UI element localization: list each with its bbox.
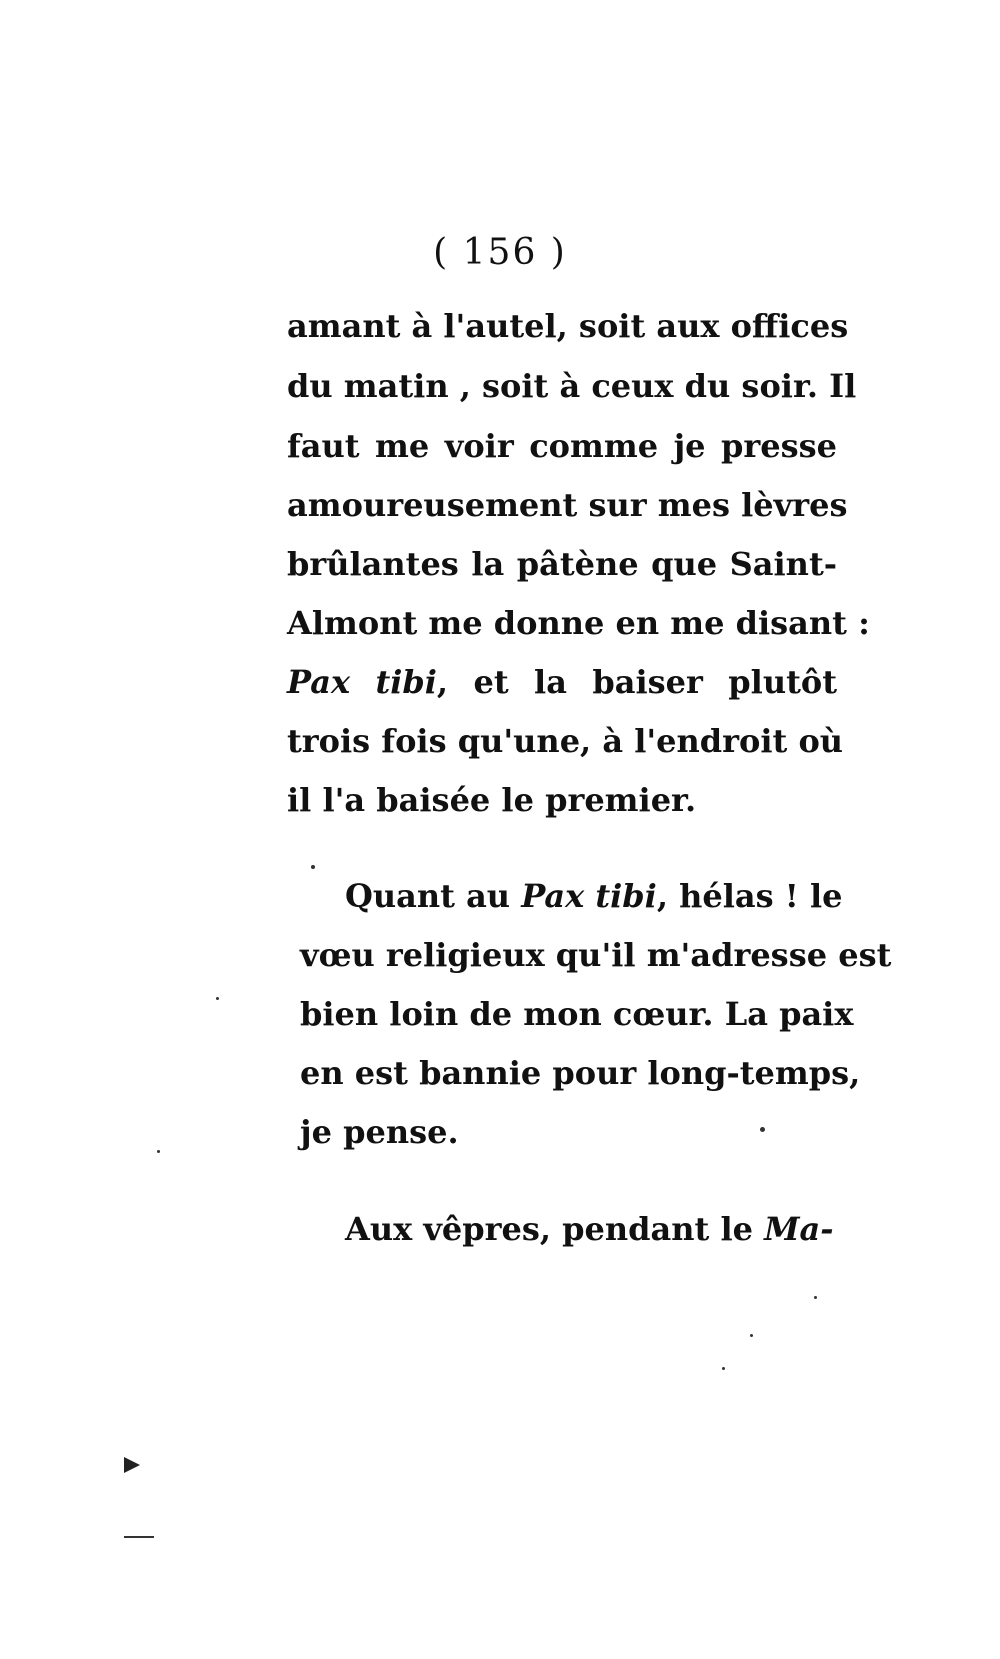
text-line: du matin , soit à ceux du soir. Il — [287, 367, 857, 405]
text-line — [287, 662, 837, 702]
text-line: en est bannie pour long-temps, — [300, 1054, 861, 1092]
text-line: il l'a baisée le premier. — [287, 781, 697, 819]
text-line: Almont me donne en me disant : — [287, 604, 870, 642]
scan-speck — [311, 865, 315, 869]
text-line: faut me voir comme je presse — [287, 427, 837, 465]
text-run: Quant au — [345, 877, 522, 915]
scan-speck — [750, 1334, 753, 1337]
text-run: , et la baiser plutôt — [436, 663, 838, 701]
scan-speck — [216, 997, 219, 1000]
latin-phrase: Pax tibi — [521, 877, 657, 915]
scan-speck — [760, 1127, 765, 1132]
text-run-italic: Ma- — [764, 1210, 834, 1248]
text-line: bien loin de mon cœur. La paix — [300, 995, 854, 1033]
text-line: brûlantes la pâtène que Saint- — [287, 545, 837, 583]
page-number: ( 156 ) — [433, 232, 567, 273]
text-line: vœu religieux qu'il m'adresse est — [300, 936, 892, 974]
text-line: amoureusement sur mes lèvres — [287, 486, 848, 524]
text-run: , hélas ! le — [656, 877, 843, 915]
scan-speck — [814, 1296, 817, 1299]
text-line — [345, 876, 843, 916]
text-line: amant à l'autel, soit aux offices — [287, 307, 849, 345]
text-run: Aux vêpres, pendant le — [345, 1210, 765, 1248]
text-line: trois fois qu'une, à l'endroit où — [287, 722, 844, 760]
text-line — [345, 1209, 834, 1249]
latin-phrase: Pax tibi — [287, 663, 437, 701]
scan-speck — [157, 1150, 160, 1153]
scan-speck — [722, 1367, 725, 1370]
margin-rule — [124, 1536, 154, 1538]
margin-mark — [124, 1457, 140, 1473]
text-line: je pense. — [300, 1113, 459, 1151]
